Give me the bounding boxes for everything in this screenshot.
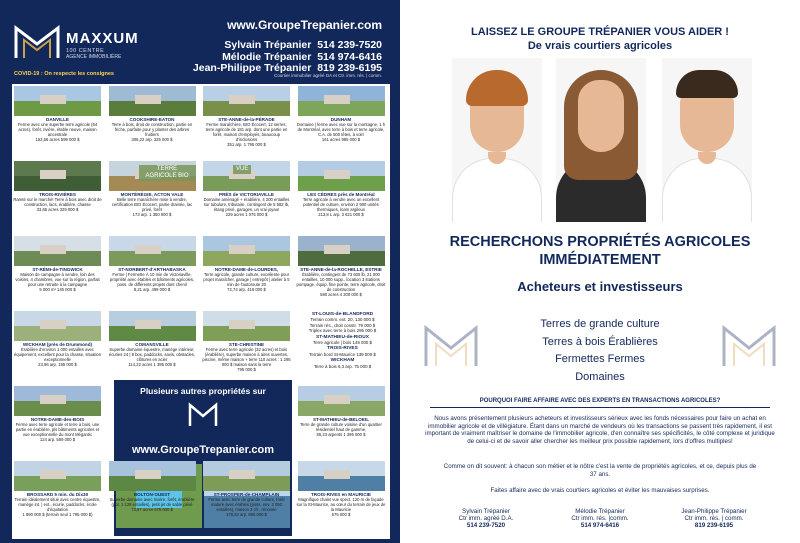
listing-description: Terre agricole, grande culture, excellente pour projet maraîcher, garage | entrepôt | atelier à 5 min de l'autoroute 20	[203, 272, 290, 287]
shirt	[452, 158, 542, 222]
listing-description: Ferme maraîchère, BIO Écocert, 12 serres, terre agricole de 181 arp. dont une partie en forêt, maison d'employés, beaucoup d'inclusions	[205, 122, 288, 142]
listing-card[interactable]	[107, 234, 198, 308]
sig-name: Sylvain Trépanier	[462, 508, 510, 515]
listing-caption	[202, 267, 291, 292]
listing-card[interactable]	[12, 234, 103, 308]
search-headline: RECHERCHONS PROPRIÉTÉS AGRICOLES	[449, 234, 751, 250]
listing-description: Superbe domaine avec rivière, forêt, érablière (pot. 1 128 entailles), petit jet de sable privé	[109, 497, 195, 507]
listing-title: BOLTON-OUEST	[133, 492, 171, 497]
listing-photo	[14, 311, 101, 341]
portrait-jean-philippe	[662, 58, 752, 222]
agent-name: Sylvain Trépanier	[224, 39, 312, 51]
divider	[430, 407, 770, 408]
listing-price: 213,8 L arp. 3 621 000 $	[318, 212, 364, 217]
promo-text: Plusieurs autres propriétés sur	[140, 386, 266, 396]
side-listing-title[interactable]: TROIS-RIVES	[327, 346, 358, 352]
listing-price: 1 890 000 $ (terrain seul 1 795 000 $)	[22, 512, 93, 517]
body-paragraph-2: Comme on dit souvent: à chacun son métier et le nôtre c'est la vente de propriétés agricoles, et ce, depuis plus de 37 ans.	[443, 463, 757, 478]
listing-card[interactable]	[107, 159, 198, 233]
listing-caption	[13, 267, 102, 292]
listing-title: LES CÈDRES près de Montréal	[307, 192, 375, 197]
listing-description: Domaine aménagé + érablière, 4 200 entailles sur tubulure, tributaire, contingent de 5 582 lb, étang privé, garages, un vrai joyau!	[203, 197, 290, 212]
listings-grid	[12, 84, 390, 539]
listing-photo	[203, 236, 290, 266]
listing-caption	[202, 492, 291, 517]
listing-photo	[14, 86, 101, 116]
listing-caption	[297, 267, 386, 297]
listing-description: Belle terre maraîchère mise à vendre, certification BIO Écocert, partie drainée, lac privé, forêt	[111, 197, 193, 212]
listing-caption	[108, 342, 197, 367]
agents-page	[400, 0, 800, 543]
signature-melodie	[550, 508, 650, 529]
brand-tag: AGENCE IMMOBILIÈRE	[66, 54, 122, 60]
listing-caption	[297, 117, 386, 142]
listing-photo	[298, 386, 385, 416]
listing-description: Ferme avec terre agricole et terre à bois, une partie en érablière, pls bâtiments agricoles et vue exceptionnelle du mont Mégantic	[15, 422, 100, 437]
listing-price: 8,21 arp. 499 000 $	[133, 287, 171, 292]
courtier-note: Courtier immobilier agréé DA et Ctr. imm. rés. | comm.	[274, 73, 382, 78]
agent-name: Mélodie Trépanier	[222, 50, 312, 63]
listing-caption	[202, 117, 291, 147]
listing-photo	[298, 236, 385, 266]
side-listing-line: Terre agricole | bois 149 000 $	[313, 340, 372, 346]
listing-caption	[297, 417, 386, 437]
listing-description: Ferme avec terre agricole (32 acres) et bois (érablière), superbe maison à aires ouvertes, piscine, même maison + terre 110 acres : 1 295 000 $ maison sans la terre	[202, 347, 291, 367]
type-item: Terres de grande culture	[540, 318, 660, 330]
listing-caption	[297, 192, 386, 217]
listing-title: TROIS-RIVIÈRES	[38, 192, 76, 197]
listing-card[interactable]	[201, 159, 292, 233]
listing-photo	[109, 311, 196, 341]
sig-title: Ctr imm. agréé D.A.	[458, 515, 514, 522]
property-types	[400, 316, 800, 386]
sig-phone[interactable]: 514 974-6416	[580, 522, 620, 529]
side-listing-line: Terrain rés., droit constr. 79 000 $	[309, 322, 376, 328]
listing-card[interactable]	[12, 84, 103, 158]
listing-title: STE-ANNE-de-la-PÉRADE	[218, 117, 275, 122]
listing-photo	[14, 386, 101, 416]
agent-name: Jean-Philippe Trépanier	[192, 62, 312, 74]
listing-description: Ferme avec une superbe terre agricole (64 acres), forêt, rivière, étable neuve, maison ancestrale	[17, 122, 98, 137]
listing-photo	[14, 236, 101, 266]
listing-caption	[108, 492, 197, 512]
brand-name: MAXXUM	[66, 30, 139, 47]
headline: LAISSEZ LE GROUPE TRÉPANIER VOUS AIDER !	[471, 26, 729, 38]
type-item: Domaines	[575, 370, 625, 383]
listing-title: ST-NORBERT-d'ARTHABASKA	[118, 267, 186, 272]
sig-name: Mélodie Trépanier	[575, 508, 625, 515]
listing-photo	[203, 161, 290, 191]
listing-card[interactable]	[12, 309, 103, 383]
listing-card[interactable]	[201, 309, 292, 383]
listing-title: MONTÉRÉGIE, ACTON VALE	[120, 192, 184, 197]
listing-title: DANVILLE	[46, 117, 69, 122]
listing-price: 306,22 arp. 325 000 $	[131, 137, 173, 142]
subheadline: De vrais courtiers agricoles	[527, 40, 673, 52]
maxxum-logo-icon	[14, 24, 60, 60]
listing-title: STE-CHRISTINE	[228, 342, 265, 347]
listing-card[interactable]	[296, 384, 387, 458]
listing-description: Érablière d'environ 1 000 entailles avec équipement, excellent pour la chasse, situation exceptionnelle	[13, 347, 102, 362]
face	[578, 80, 624, 152]
listing-card[interactable]	[296, 234, 387, 308]
type-item: Fermettes Fermes	[555, 353, 645, 365]
listing-photo	[109, 236, 196, 266]
listing-description: Terre agricole à vendre avec un excellent potentiel de culture, environ 2 900 unités thermiques, loam argileux	[302, 197, 380, 212]
listing-badge: TERRE AGRICOLE BIO	[139, 165, 196, 181]
sig-phone[interactable]: 514 239-7520	[466, 522, 506, 529]
body-paragraph: Nous avons présentement plusieurs acheteurs et investisseurs sérieux avec les fonds nécessaires pour faire un achat en immobilier agricole et de villégiature. Étant dans un marché de vendeurs où les transactions se passent très rapidement, il est important de vraiment maîtriser le domaine de l'immobilier agricole, d'en connaître ses spécificités, le côté complexe et juridique de celui-ci et de savoir aller chercher les meilleur prix possible rapidement, lors d'offres multiples!	[425, 415, 775, 445]
listing-title: STE-ANNE-de-la-ROCHELLE, ESTRIE	[300, 267, 382, 272]
side-listing-title[interactable]: ST-LOUIS-de-BLANDFORD	[311, 312, 374, 317]
agent-phone[interactable]: 514 239-7520	[317, 39, 382, 51]
listing-card[interactable]	[107, 459, 198, 533]
listing-caption	[13, 192, 102, 212]
listing-card[interactable]	[12, 159, 103, 233]
listing-photo	[203, 311, 290, 341]
type-item: Terres à bois Érablières	[542, 335, 658, 348]
listing-description: Domaine | ferme avec vue sur la montagne, 1 h de Montréal, avec terre à bois et terre agricole, C.A. de 500 têtes, à voir!	[296, 122, 386, 137]
listing-price: 229 acres 1 075 000 $	[225, 212, 268, 217]
signature-jean-philippe	[664, 508, 764, 529]
listing-title: ST-PROSPER-de-CHAMPLAIN	[213, 492, 280, 497]
sig-phone[interactable]: 819 239-6195	[694, 522, 734, 529]
listing-card[interactable]	[12, 459, 103, 533]
listing-caption	[202, 342, 291, 372]
listing-caption	[13, 417, 102, 442]
listing-title: NOTRE-DAME-des-BOIS	[30, 417, 85, 422]
maxxum-mark-icon	[188, 402, 218, 428]
listing-price: 33,66 acres 329 000 $	[36, 207, 79, 212]
listing-price: 5 000 m² 145 000 $	[39, 287, 76, 292]
shirt	[662, 158, 752, 222]
listing-title: COMANSVILLE	[135, 342, 169, 347]
website-link[interactable]: www.GroupeTrepanier.com	[227, 18, 382, 32]
side-listing-line: Terre à bois 6,3 arp. 75 000 $	[313, 363, 372, 369]
listing-caption	[202, 192, 291, 217]
listing-price: 178,33 arp. 695 000 $	[226, 512, 267, 517]
listing-photo	[203, 461, 290, 491]
listing-photo	[298, 461, 385, 491]
agent-phone[interactable]: 819 239-6195	[317, 62, 382, 74]
listing-title: DUNHAM	[330, 117, 352, 122]
listing-photo	[109, 86, 196, 116]
listing-price: 124 arp. 569 000 $	[39, 437, 76, 442]
why-question: POURQUOI FAIRE AFFAIRE AVEC DES EXPERTS EN TRANSACTIONS AGRICOLES?	[479, 398, 721, 404]
portrait-sylvain	[452, 58, 542, 222]
listing-photo	[109, 461, 196, 491]
listing-title: ST-MATHIEU-de-BELOEIL	[312, 417, 370, 422]
listing-photo	[298, 86, 385, 116]
listing-description: Ferme avec terre de grande culture, forêt mature avec érables (poss. env. 2 050 entailles), maison 3 ch., rénovée	[208, 497, 285, 512]
listing-title: PRÈS de VICTORIAVILLE	[219, 192, 274, 197]
listing-card[interactable]	[107, 309, 198, 383]
body-paragraph-3: Faites affaire avec de vrais courtiers agricoles et éviter les mauvaises surprises.	[490, 487, 710, 494]
side-listing-line: Terrain bord St-Maurice 139 000 $	[309, 351, 376, 357]
listing-badge: VUE	[233, 165, 251, 174]
listing-caption	[13, 117, 102, 142]
listing-description: Ferme | Fermette À 10 min de Victoriaville, propriété avec étables et bâtiments agricoles, poss. de différents projets dont chenil	[109, 272, 195, 287]
listing-price: 153,56 acres 599 000 $	[35, 137, 80, 142]
listing-card[interactable]	[296, 159, 387, 233]
listing-title: COOKSHIRE-EATON	[129, 117, 175, 122]
listing-price: 795 000 $	[237, 367, 256, 372]
listing-price: 114,22 acres 1 395 000 $	[128, 362, 176, 367]
brand-sub: 100 CENTRE	[66, 48, 105, 54]
listing-card[interactable]	[201, 84, 292, 158]
listing-price: 161 acres 985 000 $	[321, 137, 361, 142]
listing-caption	[108, 192, 197, 217]
listing-title: NOTRE-DAME-de-LOURDES,	[214, 267, 279, 272]
listing-description: Érablière, contingent de 73 605 lb, 21 000 entailles, 10 000 supp., location 3 stations pompage, équip. fine pointe, terre agricole, droit de construction	[296, 272, 386, 292]
listing-photo	[298, 161, 385, 191]
agents-contact	[193, 40, 382, 75]
listing-description: Maison de campagne à vendre, loin des voisins, 4 chambres, vue sur la région, parfait pour une retraite à la campagne	[15, 272, 100, 287]
listing-price: 351 arp. 1 795 000 $	[227, 142, 266, 147]
listing-photo	[14, 461, 101, 491]
listing-caption	[13, 492, 102, 517]
listing-description: Terre de grande culture voisine d'un quartier résidentiel haut de gamme,	[300, 422, 382, 432]
portrait-melodie	[556, 58, 646, 222]
side-listings	[298, 311, 388, 369]
listing-photo	[203, 86, 290, 116]
listing-description: Rareté sur le marché! Terre à bois avec droit de construction, lacs, érablière, chasse	[13, 197, 102, 207]
listing-caption	[108, 267, 197, 292]
sig-name: Jean-Philippe Trépanier	[681, 508, 747, 515]
listing-description: Terrain idéalement situé avec centre équestre, manège int. | ext., écurie, paddocks, école d'équitation	[14, 497, 101, 512]
listing-caption	[13, 342, 102, 367]
side-listing-line: Terrain comm. ext. 20, 130 000 $	[310, 317, 375, 323]
side-listing-title[interactable]: WICKHAM	[330, 358, 355, 364]
listing-card[interactable]	[296, 459, 387, 533]
buyers-subtitle: Acheteurs et investisseurs	[517, 279, 683, 294]
listing-photo	[109, 161, 196, 191]
listing-title: ST-RÉMI-de-TINGWICK	[32, 267, 83, 272]
listing-photo	[14, 161, 101, 191]
listing-title: BROSSARD 5 min. du Dix30	[26, 492, 89, 497]
listing-description: Magnifique chalet vue spect. 120 m de façade sur la St-Maurice, au cœur du terrain de jeux de la Mauricie	[296, 497, 386, 512]
side-listing-title[interactable]: ST-MATHIEU-de-RIOUX	[316, 334, 369, 340]
listing-price: 580 acres 4 200 000 $	[320, 292, 362, 297]
listing-price: 55,23 arpents 1 395 000 $	[316, 432, 366, 437]
sig-title: Ctr imm. rés. |comm.	[571, 515, 629, 522]
listing-title: WICKHAM (près de Drummond)	[22, 342, 93, 347]
listing-price: 23,96 arp. 195 000 $	[38, 362, 77, 367]
sig-title: Ctr imm. rés. | comm.	[684, 515, 744, 522]
side-listing-line: Triplex avec terre à bois 295 000 $	[308, 328, 377, 334]
listing-card[interactable]	[12, 384, 103, 458]
hair	[676, 70, 738, 98]
listing-title: TROIS-RIVES en MAURICIE	[311, 492, 371, 497]
listing-price: 173 arp. 1 350 000 $	[132, 212, 172, 217]
promo-url[interactable]: www.GroupeTrepanier.com	[131, 444, 275, 456]
listings-header	[0, 0, 400, 84]
listing-caption	[297, 492, 386, 517]
listing-price: 73,87 acres 675 000 $	[131, 507, 173, 512]
listing-card[interactable]	[201, 459, 292, 533]
signature-sylvain	[436, 508, 536, 529]
brand-block	[66, 30, 139, 60]
listing-description: Superbe domaine équestre, manège intérieur, écuries 24 | 8 box, paddocks, savis, obstacles, clôtures en acier	[108, 347, 196, 362]
listing-caption	[108, 117, 197, 142]
listing-price: 575 000 $	[331, 512, 351, 517]
agent-phone[interactable]: 514 974-6416	[317, 50, 382, 63]
listing-description: Terre à bois, droit de construction, partie en friche, parfaite pour y planter des arbres fruitiers	[111, 122, 193, 137]
listing-card[interactable]	[107, 84, 198, 158]
listing-card[interactable]	[296, 84, 387, 158]
hair	[466, 70, 528, 106]
listing-price: 72,74 arp. 416 000 $	[227, 287, 266, 292]
listing-card[interactable]	[201, 234, 292, 308]
search-headline-2: IMMÉDIATEMENT	[539, 252, 661, 268]
covid-notice: COVID-19 : On respecte les consignes	[14, 71, 114, 77]
